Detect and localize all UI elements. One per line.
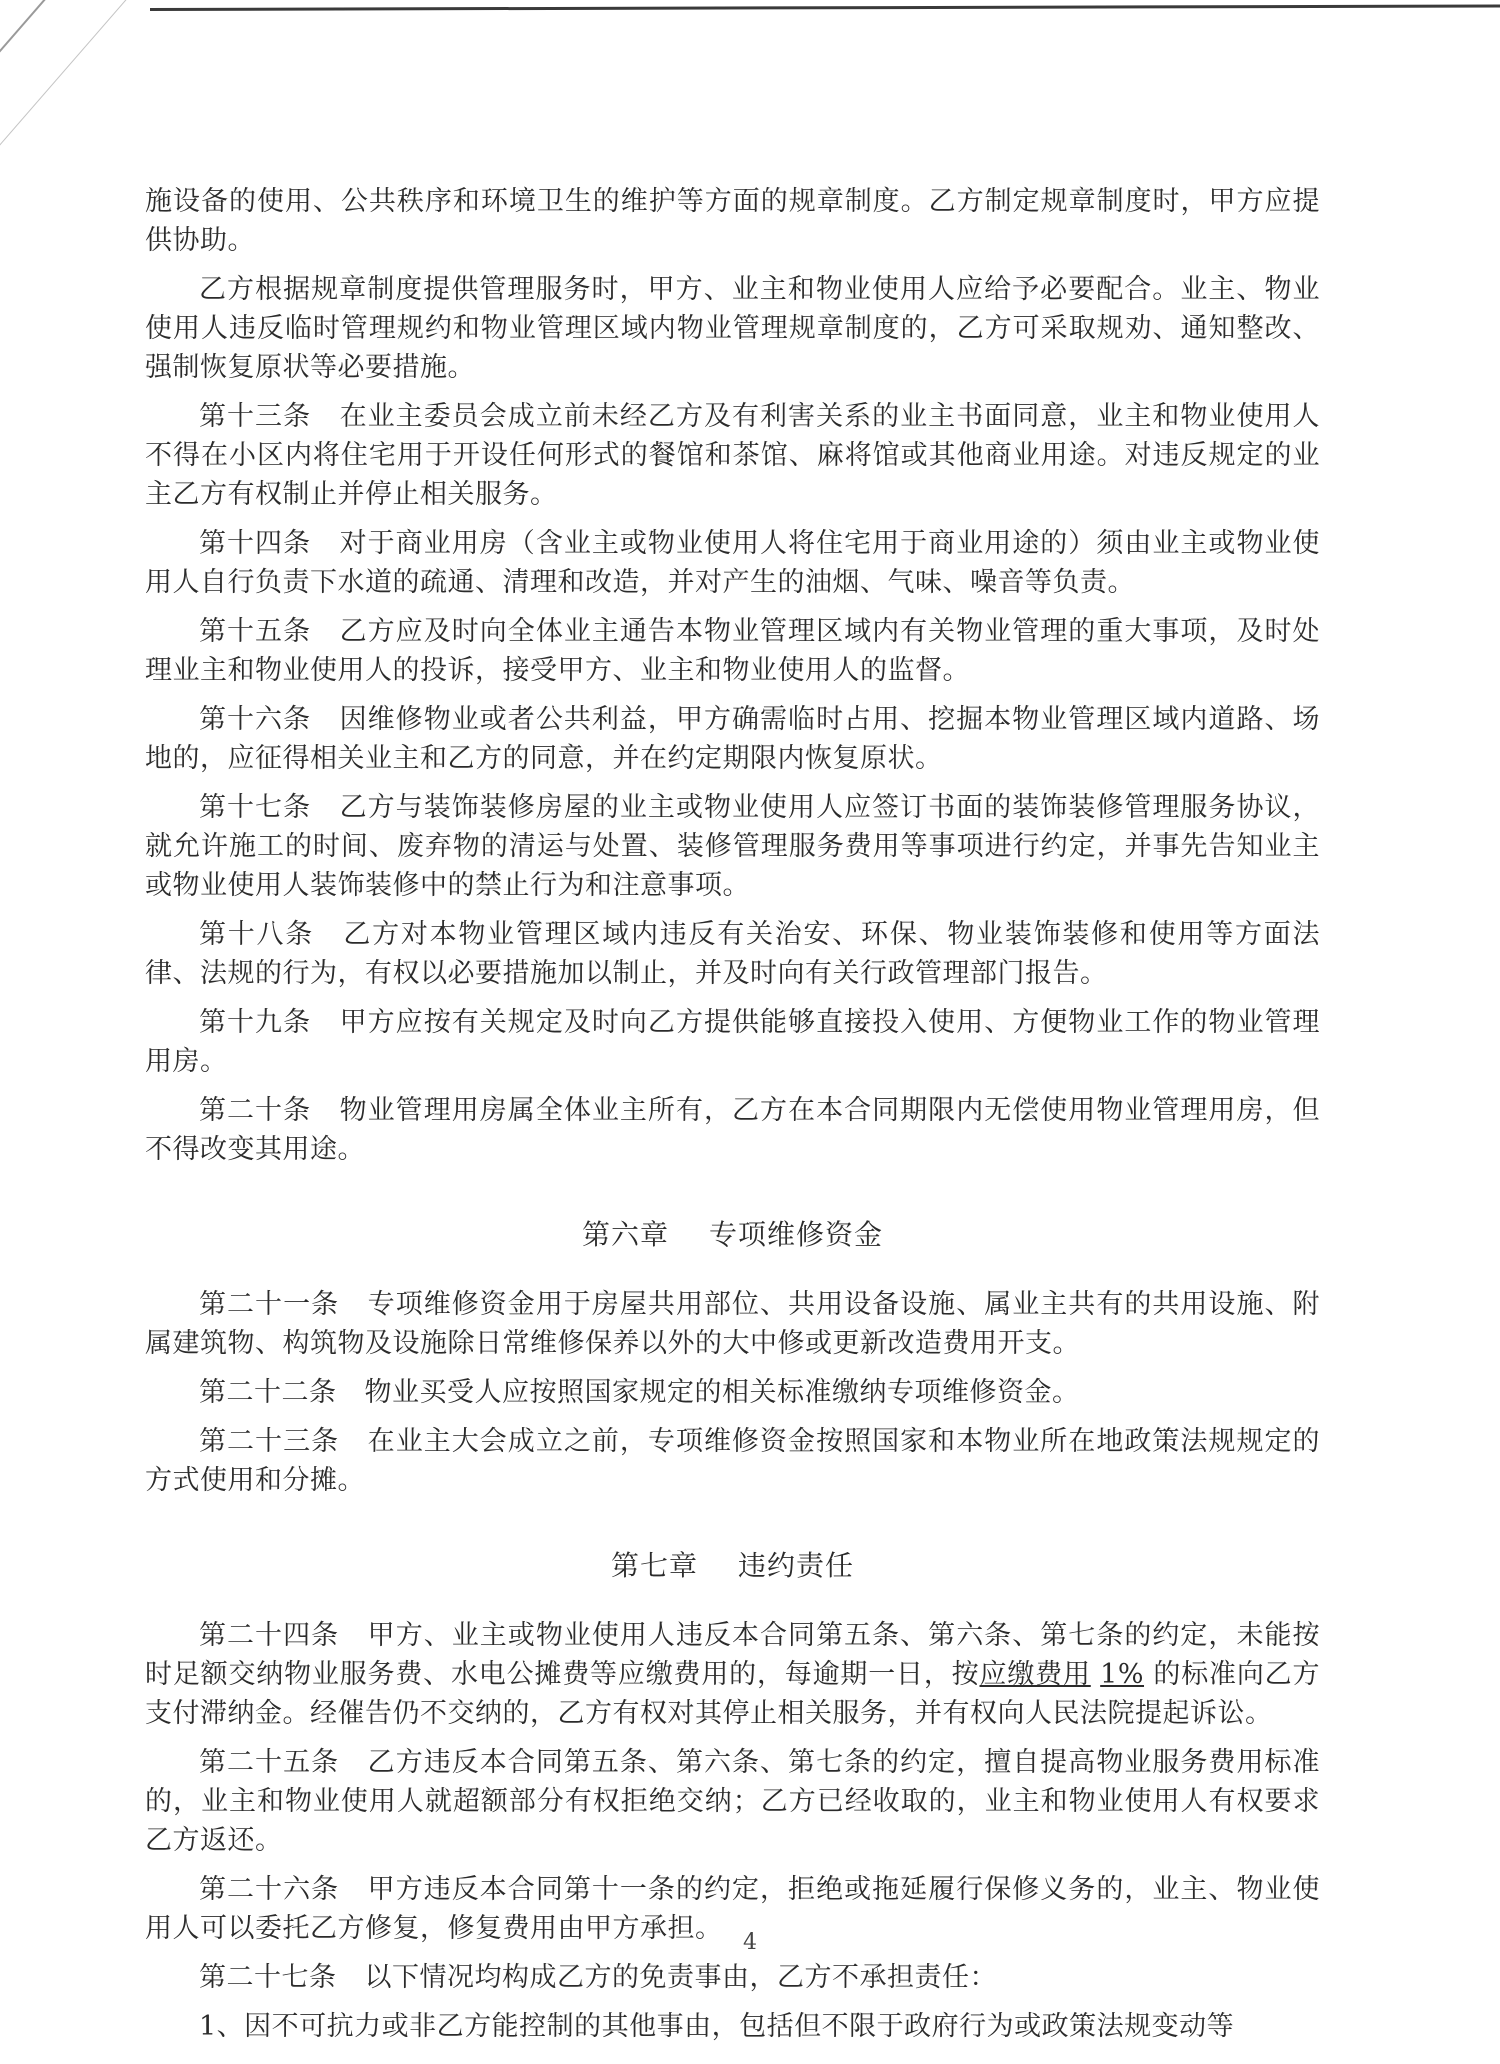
article-number: 第十三条 xyxy=(199,401,312,432)
article-text: 甲方违反本合同第十一条的约定，拒绝或拖延履行保修义务的，业主、物业使用人可以委托乙方修复，修复费用由甲方承担。 xyxy=(145,1874,1321,1944)
article-19 xyxy=(145,1003,1320,1081)
article-number: 第十九条 xyxy=(199,1007,312,1038)
article-text: 甲方、业主或物业使用人违反本合同第五条、第六条、第七条的约定，未能按时足额交纳物业服务费、水电公摊费等应缴费用的，每逾期一日，按 xyxy=(145,1620,1321,1690)
article-17 xyxy=(145,788,1320,905)
chapter-number: 第六章 xyxy=(581,1218,669,1251)
article-text: 对于商业用房（含业主或物业使用人将住宅用于商业用途的）须由业主或物业使用人自行负责下水道的疏通、清理和改造，并对产生的油烟、气味、噪音等负责。 xyxy=(145,528,1321,598)
article-number: 第二十六条 xyxy=(199,1874,340,1905)
article-text: 物业管理用房属全体业主所有，乙方在本合同期限内无偿使用物业管理用房，但不得改变其用途。 xyxy=(145,1095,1321,1165)
article-23 xyxy=(145,1422,1320,1500)
article-text: 以下情况均构成乙方的免责事由，乙方不承担责任： xyxy=(364,1962,997,1993)
article-number: 第十八条 xyxy=(199,919,315,950)
article-16 xyxy=(145,700,1320,778)
article-20 xyxy=(145,1091,1320,1169)
article-25 xyxy=(145,1743,1320,1860)
article-text: 因维修物业或者公共利益，甲方确需临时占用、挖掘本物业管理区域内道路、场地的，应征得相关业主和乙方的同意，并在约定期限内恢复原状。 xyxy=(145,704,1321,774)
chapter-6-heading xyxy=(145,1215,1320,1255)
document-body xyxy=(145,182,1320,2056)
chapter-number: 第七章 xyxy=(610,1549,698,1582)
article-18 xyxy=(145,915,1320,993)
filled-blank: 应缴费用 xyxy=(979,1659,1091,1690)
article-text: 乙方违反本合同第五条、第六条、第七条的约定，擅自提高物业服务费用标准的，业主和物业使用人就超额部分有权拒绝交纳；乙方已经收取的，业主和物业使用人有权要求乙方返还。 xyxy=(145,1747,1321,1856)
article-text: 乙方对本物业管理区域内违反有关治安、环保、物业装饰装修和使用等方面法律、法规的行为，有权以必要措施加以制止，并及时向有关行政管理部门报告。 xyxy=(145,919,1321,989)
article-text: 在业主委员会成立前未经乙方及有利害关系的业主书面同意，业主和物业使用人不得在小区内将住宅用于开设任何形式的餐馆和茶馆、麻将馆或其他商业用途。对违反规定的业主乙方有权制止并停止相关服务。 xyxy=(145,401,1321,510)
article-number: 第二十七条 xyxy=(199,1962,337,1993)
article-number: 第二十二条 xyxy=(199,1377,337,1408)
article-text: 乙方应及时向全体业主通告本物业管理区域内有关物业管理的重大事项，及时处理业主和物业使用人的投诉，接受甲方、业主和物业使用人的监督。 xyxy=(145,616,1321,686)
article-13 xyxy=(145,397,1320,514)
article-number: 第二十五条 xyxy=(199,1747,340,1778)
paragraph xyxy=(145,270,1320,387)
article-27 xyxy=(145,1958,1320,1997)
article-number: 第十六条 xyxy=(199,704,312,735)
article-number: 第二十条 xyxy=(199,1095,312,1126)
paragraph-continued xyxy=(145,182,1320,260)
article-number: 第二十三条 xyxy=(199,1426,340,1457)
article-22 xyxy=(145,1373,1320,1412)
article-15 xyxy=(145,612,1320,690)
article-text: 物业买受人应按照国家规定的相关标准缴纳专项维修资金。 xyxy=(364,1377,1080,1408)
list-item-text: 1、因不可抗力或非乙方能控制的其他事由，包括但不限于政府行为或政策法规变动等 xyxy=(199,2011,1235,2042)
article-24 xyxy=(145,1616,1320,1733)
article-text-cont: 的标准向乙方支付滞纳金。经催告仍不交纳的，乙方有权对其停止相关服务，并有权向人民法院提起诉讼。 xyxy=(145,1659,1321,1729)
chapter-title: 专项维修资金 xyxy=(709,1218,884,1251)
article-number: 第二十一条 xyxy=(199,1289,340,1320)
paragraph-text: 乙方根据规章制度提供管理服务时，甲方、业主和物业使用人应给予必要配合。业主、物业使用人违反临时管理规约和物业管理区域内物业管理规章制度的，乙方可采取规劝、通知整改、强制恢复原状等必要措施。 xyxy=(145,274,1320,383)
article-text: 甲方应按有关规定及时向乙方提供能够直接投入使用、方便物业工作的物业管理用房。 xyxy=(145,1007,1321,1077)
article-number: 第十七条 xyxy=(199,792,312,823)
article-text: 专项维修资金用于房屋共用部位、共用设备设施、属业主共有的共用设施、附属建筑物、构筑物及设施除日常维修保养以外的大中修或更新改造费用开支。 xyxy=(145,1289,1321,1359)
article-21 xyxy=(145,1285,1320,1363)
article-number: 第十五条 xyxy=(199,616,312,647)
article-text: 在业主大会成立之前，专项维修资金按照国家和本物业所在地政策法规规定的方式使用和分摊。 xyxy=(145,1426,1321,1496)
article-text: 乙方与装饰装修房屋的业主或物业使用人应签订书面的装饰装修管理服务协议，就允许施工的时间、废弃物的清运与处置、装修管理服务费用等事项进行约定，并事先告知业主或物业使用人装饰装修中的禁止行为和注意事项。 xyxy=(145,792,1321,901)
list-item-1 xyxy=(145,2007,1320,2046)
paragraph-text: 施设备的使用、公共秩序和环境卫生的维护等方面的规章制度。乙方制定规章制度时，甲方应提供协助。 xyxy=(145,186,1320,256)
fold-line-faint xyxy=(0,0,158,191)
scan-top-edge xyxy=(150,4,1500,11)
chapter-7-heading xyxy=(145,1546,1320,1586)
article-number: 第十四条 xyxy=(199,528,312,559)
fold-line xyxy=(0,0,168,131)
filled-blank-rate: 1% xyxy=(1100,1659,1145,1690)
page-number: 4 xyxy=(743,1930,757,1955)
chapter-title: 违约责任 xyxy=(738,1549,855,1582)
article-14 xyxy=(145,524,1320,602)
article-number: 第二十四条 xyxy=(199,1620,340,1651)
